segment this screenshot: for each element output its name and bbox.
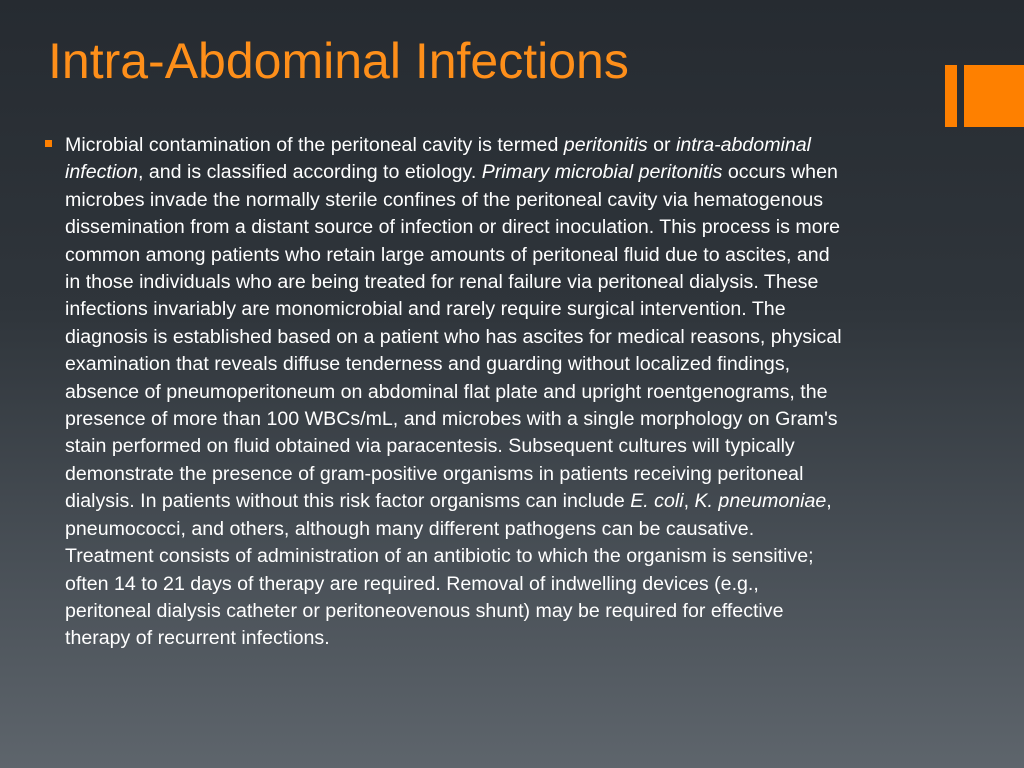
bullet-text-segment: Microbial contamination of the peritoneal cavity is termed	[65, 134, 564, 156]
bullet-list	[44, 132, 844, 653]
square-bullet-icon	[45, 140, 52, 147]
accent-bar-thick	[964, 65, 1024, 127]
bullet-text-segment: or	[647, 134, 676, 156]
bullet-text-segment: , and is classified according to etiology.	[137, 161, 482, 184]
bullet-text	[65, 134, 842, 649]
bullet-text-italic: E. coli	[630, 490, 684, 513]
bullet-text-italic: K. pneumoniae	[694, 490, 827, 513]
slide-title: Intra-Abdominal Infections	[48, 33, 629, 89]
bullet-text-italic: Primary microbial peritonitis	[481, 161, 723, 184]
bullet-text-segment: occurs when microbes invade the normally sterile confines of the peritoneal cavity via hematogenous dissemination from a distant source of infection or direct inoculation. This process is more common among patients who retain large amounts of peritoneal fluid due to ascites, and in those individuals who are being treated for renal failure via peritoneal dialysis. These infections invariably are monomicrobial and rarely require surgical intervention. The diagnosis is established based on a patient who has ascites for medical reasons, physical examination that reveals diffuse tenderness and guarding without localized findings, absence of pneumoperitoneum on abdominal flat plate and upright roentgenograms, the presence of more than 100 WBCs/mL, and microbes with a single morphology on Gram's stain performed on fluid obtained via paracentesis. Subsequent cultures will typically demonstrate the presence of gram-positive organisms in patients receiving peritoneal dialysis. In patients without this risk factor organisms can include	[65, 161, 842, 513]
bullet-text-italic: peritonitis	[563, 134, 648, 156]
bullet-text-segment: , pneumococci, and others, although many different pathogens can be causative. Treatment consists of administration of an antibiotic to which the organism is sensitive; often 14 to 21 days of therapy are required. Removal of indwelling devices (e.g., peritoneal dialysis catheter or peritoneovenous shunt) may be required for effective therapy of recurrent infections.	[65, 490, 832, 650]
bullet-item	[44, 132, 844, 653]
bullet-text-segment: ,	[683, 490, 695, 513]
accent-bar-thin	[945, 65, 957, 127]
bullet-text-italic: intra-abdominal infection	[65, 134, 812, 184]
